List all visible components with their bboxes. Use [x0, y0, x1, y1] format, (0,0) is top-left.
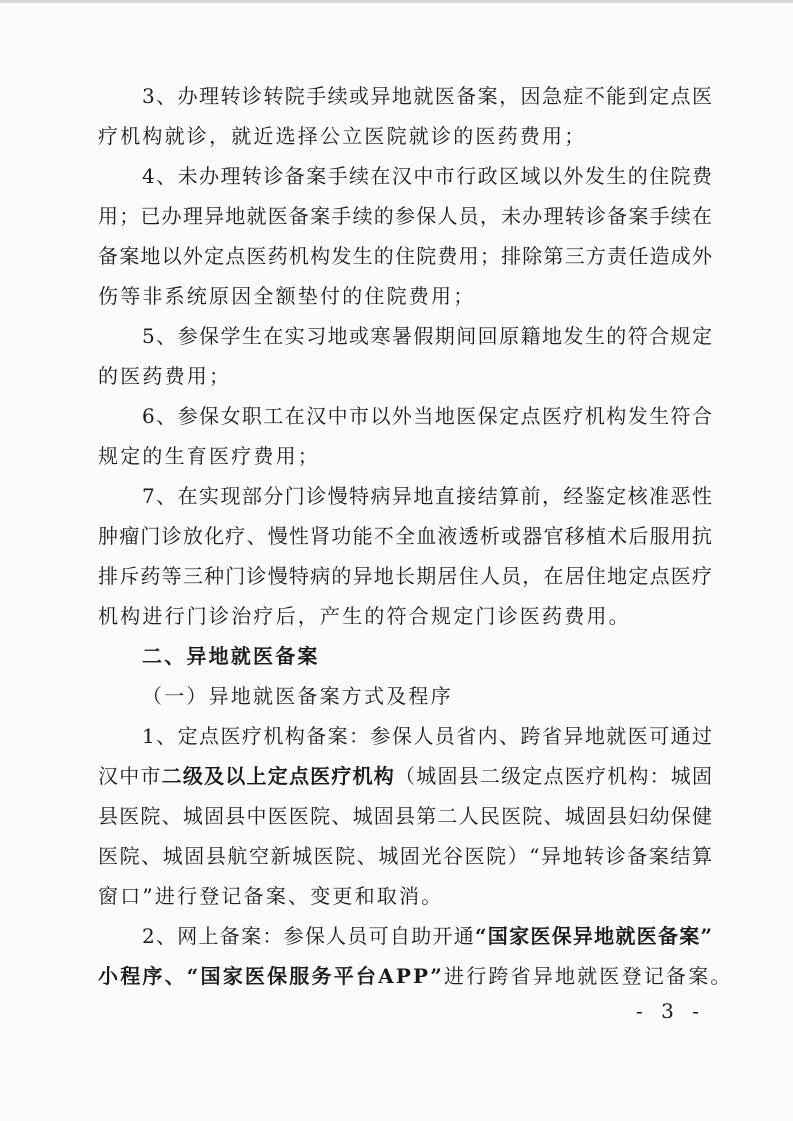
bold-segment: “国家医保异地就医备案” — [475, 924, 712, 948]
paragraph-line: 肿瘤门诊放化疗、慢性肾功能不全血液透析或器官移植术后服用抗 — [98, 524, 712, 548]
paragraph-line — [142, 924, 712, 948]
paragraph-line: 4、未办理转诊备案手续在汉中市行政区域以外发生的住院费 — [142, 164, 712, 188]
paragraph-line: 3、办理转诊转院手续或异地就医备案，因急症不能到定点医 — [142, 84, 712, 108]
paragraph-line: 医院、城固县航空新城医院、城固光谷医院）“异地转诊备案结算 — [98, 844, 712, 868]
paragraph-line: 7、在实现部分门诊慢特病异地直接结算前，经鉴定核准恶性 — [142, 484, 712, 508]
text-segment: 2、网上备案：参保人员可自助开通 — [142, 924, 476, 948]
text-segment: 进行跨省异地就医登记备案。 — [444, 964, 733, 988]
paragraph-line: 疗机构就诊，就近选择公立医院就诊的医药费用； — [98, 124, 587, 148]
paragraph-line: 6、参保女职工在汉中市以外当地医保定点医疗机构发生符合 — [142, 404, 712, 428]
paragraph-line: 规定的生育医疗费用； — [98, 444, 320, 468]
paragraph-line — [98, 964, 733, 988]
scan-edge — [0, 0, 793, 3]
text-segment: （城固县二级定点医疗机构：城固 — [395, 764, 713, 788]
paragraph-line: 机构进行门诊治疗后，产生的符合规定门诊医药费用。 — [98, 604, 631, 628]
paragraph-line: 排斥药等三种门诊慢特病的异地长期居住人员，在居住地定点医疗 — [98, 564, 712, 588]
paragraph-line: 用；已办理异地就医备案手续的参保人员，未办理转诊备案手续在 — [98, 204, 712, 228]
bold-segment: 二级及以上定点医疗机构 — [161, 764, 396, 788]
paragraph-line: 的医药费用； — [98, 364, 232, 388]
paragraph-line: 备案地以外定点医药机构发生的住院费用；排除第三方责任造成外 — [98, 244, 712, 268]
section-heading: 二、异地就医备案 — [142, 644, 320, 668]
paragraph-line: 县医院、城固县中医医院、城固县第二人民医院、城固县妇幼保健 — [98, 804, 712, 828]
paragraph-line — [98, 764, 712, 788]
paragraph-line: 窗口”进行登记备案、变更和取消。 — [98, 884, 444, 908]
paragraph-line: 5、参保学生在实习地或寒暑假期间回原籍地发生的符合规定 — [142, 324, 712, 348]
paragraph-line: 伤等非系统原因全额垫付的住院费用； — [98, 284, 476, 308]
page-number: - 3 - — [636, 999, 705, 1023]
bold-segment: 小程序、“国家医保服务平台APP” — [98, 964, 445, 988]
subsection-heading: （一）异地就医备案方式及程序 — [142, 684, 453, 708]
paragraph-line: 1、定点医疗机构备案：参保人员省内、跨省异地就医可通过 — [142, 724, 712, 748]
text-segment: 汉中市 — [98, 764, 162, 788]
